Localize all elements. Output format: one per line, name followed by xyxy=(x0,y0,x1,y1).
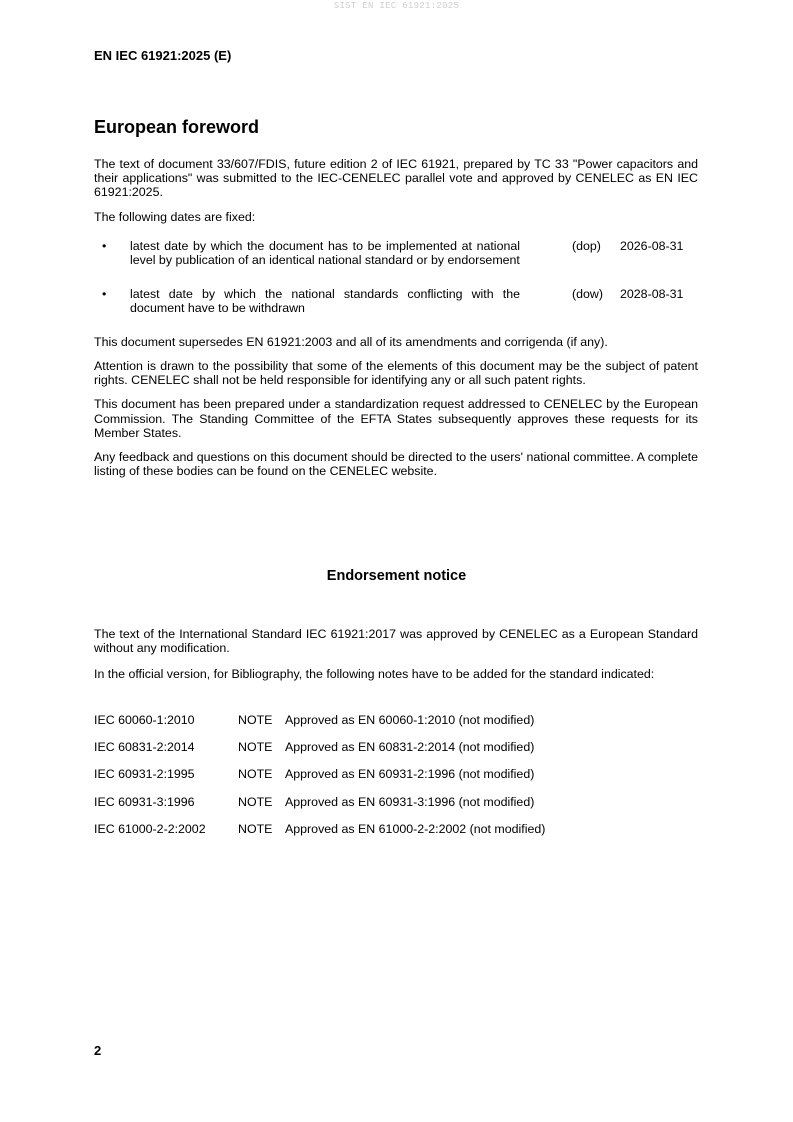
date-description-line: latest date by which the document has to be implemented at national xyxy=(130,238,520,253)
note-label: NOTE xyxy=(238,821,273,836)
watermark: SIST EN IEC 61921:2025 xyxy=(333,1,460,11)
bibliography-intro-paragraph: In the official version, for Bibliography, the following notes have to be added for the standard indicated: xyxy=(94,667,655,682)
standard-reference: IEC 60060-1:2010 xyxy=(94,713,195,727)
date-row-dop xyxy=(94,239,698,269)
standard-reference: IEC 60931-2:1995 xyxy=(94,767,195,782)
note-text: Approved as EN 60931-2:1996 (not modified) xyxy=(285,767,535,782)
date-value: 2028-08-31 xyxy=(620,286,684,301)
standardization-request-paragraph: This document has been prepared under a standardization request addressed to CENELEC by the European Commission. The Standing Committee of the EFTA States subsequently approves these requests for its Member States. xyxy=(94,397,698,440)
date-abbreviation: (dop) xyxy=(572,238,601,253)
note-label: NOTE xyxy=(238,794,273,809)
standard-reference: IEC 61000-2-2:2002 xyxy=(94,821,206,836)
date-description xyxy=(130,287,520,315)
supersedes-paragraph: This document supersedes EN 61921:2003 and all of its amendments and corrigenda (if any). xyxy=(94,334,608,349)
note-text: Approved as EN 60931-3:1996 (not modified) xyxy=(285,794,535,809)
endorsement-paragraph: The text of the International Standard IEC 61921:2017 was approved by CENELEC as a European Standard without any modification. xyxy=(94,627,698,656)
date-description-line: document have to be withdrawn xyxy=(130,301,305,316)
note-text: Approved as EN 60831-2:2014 (not modified) xyxy=(285,740,535,755)
bullet: • xyxy=(102,238,107,253)
note-text: Approved as EN 60060-1:2010 (not modified) xyxy=(285,713,535,727)
date-description-line: level by publication of an identical national standard or by endorsement xyxy=(130,253,520,268)
note-label: NOTE xyxy=(238,767,273,782)
date-row-dow xyxy=(94,287,698,317)
endorsement-title: Endorsement notice xyxy=(326,568,467,584)
page-number: 2 xyxy=(94,1043,102,1058)
note-label: NOTE xyxy=(238,713,273,727)
standard-reference: IEC 60831-2:2014 xyxy=(94,740,195,755)
patent-paragraph: Attention is drawn to the possibility that some of the elements of this document may be the subject of patent rights. CENELEC shall not be held responsible for identifying any or all such patent rights. xyxy=(94,359,698,388)
foreword-intro-paragraph: The text of document 33/607/FDIS, future edition 2 of IEC 61921, prepared by TC 33 "Power capacitors and their applications" was submitted to the IEC-CENELEC parallel vote and approved by CENELEC as EN IEC 61921:2025. xyxy=(94,157,698,200)
date-description xyxy=(130,239,520,267)
endorsement-body xyxy=(94,627,698,694)
date-value: 2026-08-31 xyxy=(620,238,684,253)
standard-reference: IEC 60931-3:1996 xyxy=(94,794,195,809)
note-text: Approved as EN 61000-2-2:2002 (not modified) xyxy=(285,821,546,836)
document-id-header: EN IEC 61921:2025 (E) xyxy=(94,48,232,63)
note-label: NOTE xyxy=(238,740,273,755)
foreword-body xyxy=(94,157,698,488)
dates-intro-paragraph: The following dates are fixed: xyxy=(94,209,256,224)
bullet: • xyxy=(102,286,107,301)
feedback-paragraph: Any feedback and questions on this document should be directed to the users' national committee. A complete listing of these bodies can be found on the CENELEC website. xyxy=(94,450,698,479)
date-abbreviation: (dow) xyxy=(572,286,603,301)
date-description-line: latest date by which the national standards conflicting with the xyxy=(130,286,520,301)
foreword-title: European foreword xyxy=(94,117,260,137)
